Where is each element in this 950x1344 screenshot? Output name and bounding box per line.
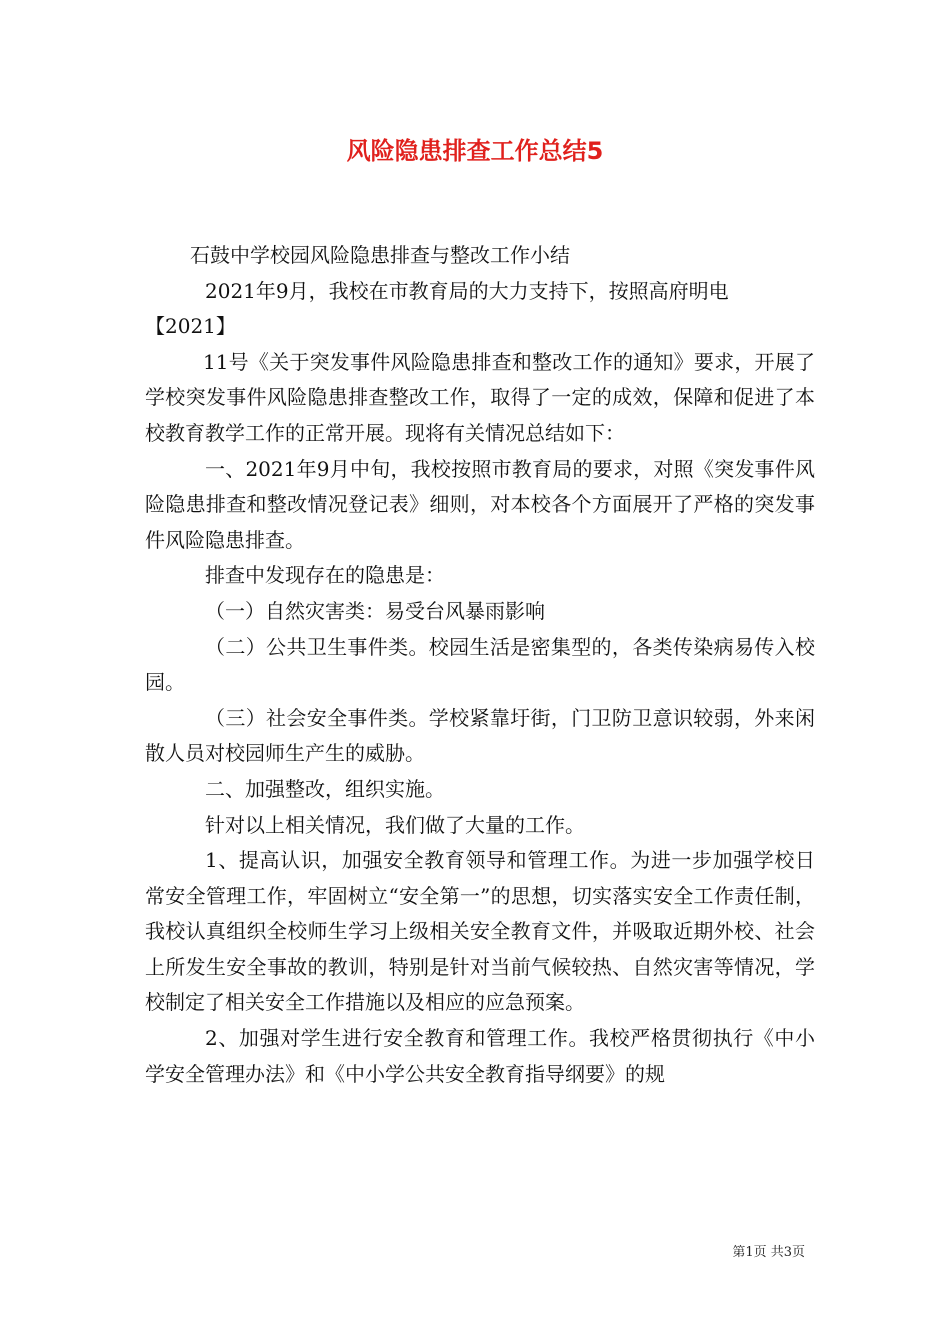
- paragraph-hazards-intro: 排查中发现存在的隐患是：: [205, 563, 445, 588]
- paragraph-measure-one: 1、提高认识，加强安全教育领导和管理工作。为进一步加强学校日常安全管理工作，牢固树立“安全第一”的思想，切实落实安全工作责任制，我校认真组织全校师生学习上级相关安全教育文件，并吸取近期外校、社会上所发生安全事故的教训，特别是针对当前气候较热、自然灾害等情况，学校制定了相关安全工作措施以及相应的应急预案。: [145, 848, 815, 1015]
- document-body: [145, 238, 815, 1092]
- paragraph-intro: 2021年9月，我校在市教育局的大力支持下，按照高府明电: [205, 278, 729, 303]
- paragraph-document-year: 【2021】: [145, 314, 236, 339]
- page-title: 风险隐患排查工作总结5: [346, 137, 604, 165]
- list-item-natural-disaster: （一）自然灾害类：易受台风暴雨影响: [205, 598, 545, 623]
- paragraph-notice: 11号《关于突发事件风险隐患排查和整改工作的通知》要求，开展了学校突发事件风险隐患排查整改工作，取得了一定的成效，保障和促进了本校教育教学工作的正常开展。现将有关情况总结如下：: [145, 349, 815, 445]
- paragraph-measure-two: 2、加强对学生进行安全教育和管理工作。我校严格贯彻执行《中小学安全管理办法》和《中小学公共安全教育指导纲要》的规: [145, 1026, 815, 1086]
- list-item-social-security: （三）社会安全事件类。学校紧靠圩街，门卫防卫意识较弱，外来闲散人员对校园师生产生的威胁。: [145, 705, 815, 766]
- list-item-public-health: （二）公共卫生事件类。校园生活是密集型的，各类传染病易传入校园。: [145, 634, 815, 695]
- paragraph-section-two: 二、加强整改，组织实施。: [205, 776, 445, 801]
- page-number: 第1页 共3页: [732, 1245, 805, 1260]
- paragraph-section-one: 一、2021年9月中旬，我校按照市教育局的要求，对照《突发事件风险隐患排查和整改情况登记表》细则，对本校各个方面展开了严格的突发事件风险隐患排查。: [145, 456, 815, 552]
- document-subtitle: 石鼓中学校园风险隐患排查与整改工作小结: [190, 243, 570, 267]
- paragraph-work-done: 针对以上相关情况，我们做了大量的工作。: [205, 812, 585, 837]
